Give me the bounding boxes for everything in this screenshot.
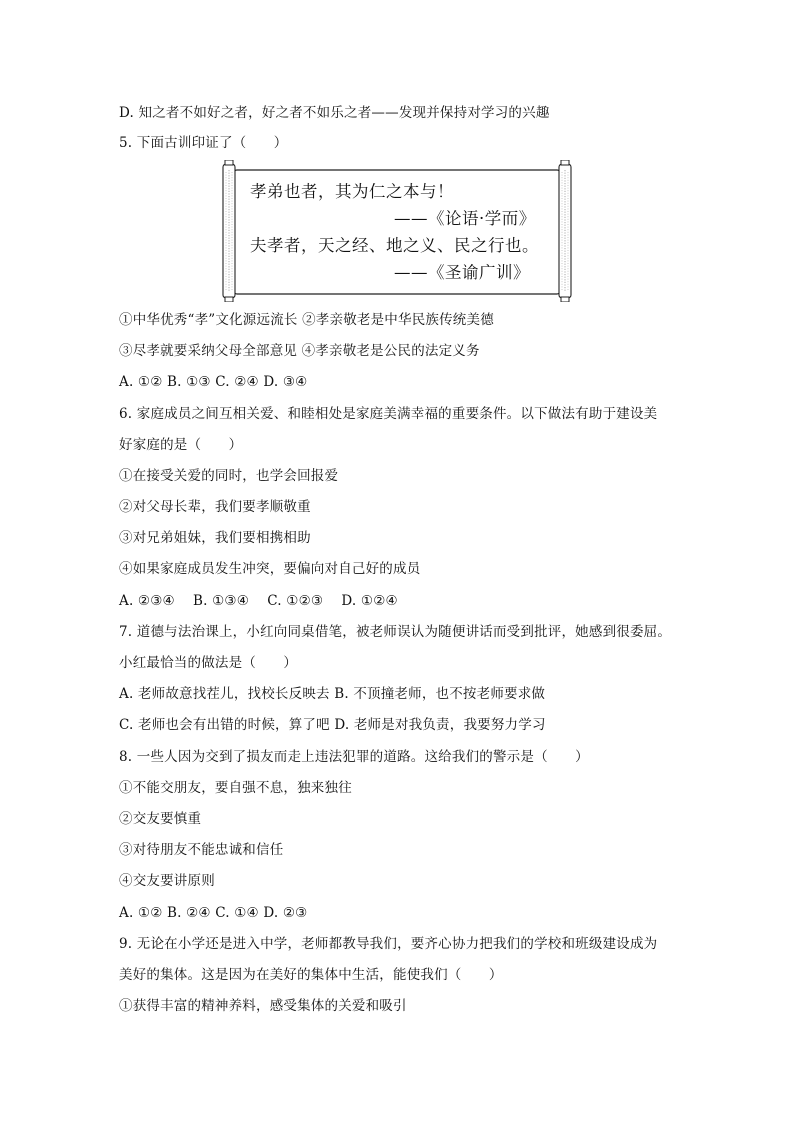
q8-statement-4: ④交友要讲原则 <box>119 873 215 889</box>
question-6-stem: 6. 家庭成员之间互相关爱、和睦相处是家庭美满幸福的重要条件。以下做法有助于建设美 <box>119 406 658 422</box>
q5-options: A. ①② B. ①③ C. ②④ D. ③④ <box>119 374 308 390</box>
q5-statement-12: ①中华优秀“孝”文化源远流长 ②孝亲敬老是中华民族传统美德 <box>119 312 494 328</box>
question-7-stem-cont: 小红最恰当的做法是（ ） <box>119 655 298 671</box>
q5-statement-34: ③尽孝就要采纳父母全部意见 ④孝亲敬老是公民的法定义务 <box>119 343 480 359</box>
option-d-q4: D. 知之者不如好之者，好之者不如乐之者——发现并保持对学习的兴趣 <box>119 105 550 121</box>
q6-options: A. ②③④ B. ①③④ C. ①②③ D. ①②④ <box>119 593 398 609</box>
question-7-stem: 7. 道德与法治课上，小红向同桌借笔，被老师误认为随便讲话而受到批评，她感到很委屈。 <box>119 624 672 640</box>
q8-statement-2: ②交友要慎重 <box>119 811 202 827</box>
q6-statement-4: ④如果家庭成员发生冲突，要偏向对自己好的成员 <box>119 561 421 577</box>
question-6-stem-cont: 好家庭的是（ ） <box>119 437 243 453</box>
quote-line-1: 孝弟也者，其为仁之本与！ <box>250 182 454 201</box>
q8-statement-3: ③对待朋友不能忠诚和信任 <box>119 842 284 858</box>
quote-source-2: ——《圣谕广训》 <box>394 263 530 282</box>
quote-line-2: 夫孝者，天之经、地之义、民之行也。 <box>250 236 539 255</box>
question-9-stem: 9. 无论在小学还是进入中学，老师都教导我们，要齐心协力把我们的学校和班级建设成为 <box>119 936 658 952</box>
q6-statement-1: ①在接受关爱的同时，也学会回报爱 <box>119 468 339 484</box>
question-9-stem-cont: 美好的集体。这是因为在美好的集体中生活，能使我们（ ） <box>119 967 503 983</box>
q6-statement-3: ③对兄弟姐妹，我们要相携相助 <box>119 530 311 546</box>
q8-options: A. ①② B. ②④ C. ①④ D. ②③ <box>119 905 308 921</box>
q7-options-ab: A. 老师故意找茬儿，找校长反映去 B. 不顶撞老师，也不按老师要求做 <box>119 686 546 702</box>
q6-statement-2: ②对父母长辈，我们要孝顺敬重 <box>119 499 311 515</box>
q7-options-cd: C. 老师也会有出错的时候，算了吧 D. 老师是对我负责，我要努力学习 <box>119 717 546 733</box>
q8-statement-1: ①不能交朋友，要自强不息，独来独往 <box>119 780 352 796</box>
q9-statement-1: ①获得丰富的精神养料，感受集体的关爱和吸引 <box>119 998 407 1014</box>
question-8-stem: 8. 一些人因为交到了损友而走上违法犯罪的道路。这给我们的警示是（ ） <box>119 749 589 765</box>
classical-quote-scroll <box>222 160 574 302</box>
quote-source-1: ——《论语·学而》 <box>394 209 536 228</box>
question-5-stem: 5. 下面古训印证了（ ） <box>119 135 288 151</box>
